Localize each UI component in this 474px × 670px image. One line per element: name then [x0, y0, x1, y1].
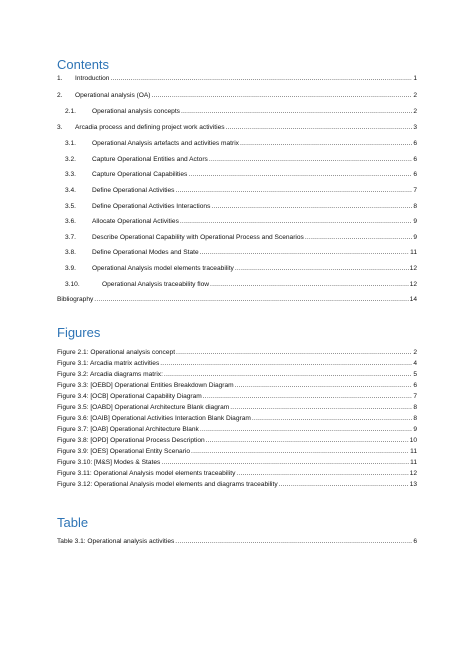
- toc-entry-page: 6: [413, 156, 417, 163]
- toc-entry-page: 6: [413, 171, 417, 178]
- toc-entry-title: Allocate Operational Activities: [92, 218, 179, 225]
- dot-leader: [235, 264, 409, 273]
- figure-entry-title: Figure 3.6: [OAIB] Operational Activities Interaction Blank Diagram: [57, 415, 251, 422]
- figure-entry-title: Figure 2.1: Operational analysis concept: [57, 349, 176, 356]
- dot-leader: [279, 480, 409, 489]
- figure-entry-title: Figure 3.7: [OAB] Operational Architecture Blank: [57, 426, 199, 433]
- dot-leader: [252, 414, 412, 423]
- toc-entry-title: Operational Analysis model elements traceability: [92, 265, 234, 272]
- toc-entry-title: Operational analysis (OA): [75, 92, 151, 99]
- toc-entry[interactable]: [65, 264, 417, 273]
- figures-heading: Figures: [57, 325, 101, 340]
- toc-entry-number: 1.: [57, 75, 63, 82]
- figure-entry-page: 11: [410, 448, 417, 455]
- figure-entry-title: Figure 3.3: [OEBD] Operational Entities Breakdown Diagram: [57, 382, 234, 389]
- dot-leader: [110, 74, 412, 83]
- dot-leader: [161, 458, 409, 467]
- toc-entry-number: 3.2.: [65, 156, 76, 163]
- toc-entry-title: Define Operational Modes and State: [92, 249, 199, 256]
- toc-entry-number: 3.4.: [65, 187, 76, 194]
- table-entry[interactable]: [57, 537, 417, 546]
- table-entry-page: 6: [413, 538, 417, 545]
- toc-entry-page: 7: [413, 187, 417, 194]
- dot-leader: [191, 447, 409, 456]
- figure-entry-title: Figure 3.4: [OCB] Operational Capability Diagram: [57, 393, 202, 400]
- figure-entry[interactable]: [57, 458, 417, 467]
- figure-entry[interactable]: [57, 370, 417, 379]
- toc-entry-title: Bibliography: [57, 296, 94, 303]
- figure-entry-page: 12: [409, 470, 417, 477]
- figure-entry[interactable]: [57, 436, 417, 445]
- toc-entry-number: 3.9.: [65, 265, 76, 272]
- figure-entry[interactable]: [57, 359, 417, 368]
- figure-entry-title: Figure 3.2: Arcadia diagrams matrix:: [57, 371, 163, 378]
- figure-entry[interactable]: [57, 447, 417, 456]
- toc-entry-title: Operational Analysis artefacts and activities matrix: [92, 140, 239, 147]
- toc-entry-title: Introduction: [75, 75, 110, 82]
- dot-leader: [176, 348, 412, 357]
- toc-entry-page: 2: [413, 92, 417, 99]
- toc-entry-number: 2.1.: [65, 108, 76, 115]
- toc-entry-number: 3.7.: [65, 234, 76, 241]
- toc-entry[interactable]: [57, 123, 417, 132]
- dot-leader: [236, 469, 408, 478]
- dot-leader: [164, 370, 412, 379]
- toc-entry[interactable]: [65, 248, 417, 257]
- toc-entry-page: 12: [409, 281, 417, 288]
- toc-entry-title: Define Operational Activities Interactions: [92, 203, 211, 210]
- figure-entry-page: 11: [410, 459, 417, 466]
- tables-heading: Table: [57, 515, 89, 530]
- dot-leader: [94, 295, 408, 304]
- figure-entry-page: 6: [413, 382, 417, 389]
- toc-entry[interactable]: [65, 233, 417, 242]
- toc-entry-title: Arcadia process and defining project work activities: [75, 124, 225, 131]
- toc-entry-number: 3.10.: [65, 281, 80, 288]
- figure-entry-page: 10: [409, 437, 417, 444]
- dot-leader: [180, 217, 412, 226]
- toc-entry-page: 8: [413, 203, 417, 210]
- toc-entry-number: 2.: [57, 92, 63, 99]
- figure-entry[interactable]: [57, 425, 417, 434]
- toc-entry-title: Define Operational Activities: [92, 187, 175, 194]
- toc-entry[interactable]: [57, 91, 417, 100]
- dot-leader: [210, 280, 409, 289]
- toc-entry-number: 3.8.: [65, 249, 76, 256]
- contents-heading: Contents: [57, 57, 110, 72]
- dot-leader: [181, 107, 412, 116]
- dot-leader: [200, 425, 412, 434]
- dot-leader: [175, 537, 412, 546]
- figure-entry-title: Figure 3.8: [OPD] Operational Process Description: [57, 437, 205, 444]
- toc-entry[interactable]: [65, 139, 417, 148]
- toc-entry-page: 1: [413, 75, 417, 82]
- toc-entry[interactable]: [57, 74, 417, 83]
- figure-entry[interactable]: [57, 348, 417, 357]
- figure-entry-title: Figure 3.12: Operational Analysis model elements and diagrams traceability: [57, 481, 278, 488]
- toc-entry[interactable]: [57, 295, 417, 304]
- toc-entry[interactable]: [65, 170, 417, 179]
- toc-entry-page: 9: [413, 218, 417, 225]
- toc-entry[interactable]: [65, 280, 417, 289]
- dot-leader: [200, 248, 409, 257]
- toc-entry[interactable]: [65, 217, 417, 226]
- figure-entry[interactable]: [57, 414, 417, 423]
- dot-leader: [175, 186, 412, 195]
- toc-entry-number: 3.1.: [65, 140, 76, 147]
- dot-leader: [230, 403, 412, 412]
- toc-entry[interactable]: [65, 155, 417, 164]
- figure-entry-page: 9: [413, 426, 417, 433]
- dot-leader: [160, 359, 412, 368]
- dot-leader: [209, 155, 413, 164]
- figure-entry[interactable]: [57, 403, 417, 412]
- toc-entry-title: Capture Operational Entities and Actors: [92, 156, 208, 163]
- toc-entry-page: 2: [413, 108, 417, 115]
- toc-entry-page: 9: [413, 234, 417, 241]
- figure-entry-page: 8: [413, 415, 417, 422]
- toc-entry-title: Describe Operational Capability with Operational Process and Scenarios: [92, 234, 304, 241]
- figure-entry-title: Figure 3.10: [M&S] Modes & States: [57, 459, 161, 466]
- toc-entry-title: Operational Analysis traceability flow: [102, 281, 210, 288]
- figure-entry-page: 8: [413, 404, 417, 411]
- toc-entry-title: Operational analysis concepts: [92, 108, 180, 115]
- figure-entry-page: 13: [409, 481, 417, 488]
- figure-entry-title: Figure 3.9: [OES] Operational Entity Scenario: [57, 448, 191, 455]
- toc-entry-page: 11: [410, 249, 417, 256]
- toc-entry[interactable]: [65, 107, 417, 116]
- figure-entry[interactable]: [57, 381, 417, 390]
- dot-leader: [211, 202, 412, 211]
- figure-entry-title: Figure 3.1: Arcadia matrix activities: [57, 360, 160, 367]
- figure-entry-page: 7: [413, 393, 417, 400]
- toc-entry-page: 14: [409, 296, 417, 303]
- dot-leader: [305, 233, 412, 242]
- table-entry-title: Table 3.1: Operational analysis activities: [57, 538, 175, 545]
- dot-leader: [152, 91, 413, 100]
- dot-leader: [203, 392, 413, 401]
- toc-entry-page: 12: [409, 265, 417, 272]
- figure-entry-title: Figure 3.11: Operational Analysis model elements traceability: [57, 470, 236, 477]
- dot-leader: [226, 123, 413, 132]
- toc-entry-page: 3: [413, 124, 417, 131]
- figure-entry-title: Figure 3.5: [OABD] Operational Architecture Blank diagram: [57, 404, 230, 411]
- toc-entry[interactable]: [65, 202, 417, 211]
- figure-entry-page: 5: [413, 371, 417, 378]
- figure-entry[interactable]: [57, 480, 417, 489]
- figure-entry[interactable]: [57, 392, 417, 401]
- figure-entry[interactable]: [57, 469, 417, 478]
- toc-entry[interactable]: [65, 186, 417, 195]
- dot-leader: [235, 381, 413, 390]
- figure-entry-page: 4: [413, 360, 417, 367]
- figure-entry-page: 2: [413, 349, 417, 356]
- toc-entry-number: 3.6.: [65, 218, 76, 225]
- toc-entry-title: Capture Operational Capabilities: [92, 171, 188, 178]
- toc-entry-number: 3.3.: [65, 171, 76, 178]
- toc-entry-number: 3.: [57, 124, 63, 131]
- toc-entry-page: 6: [413, 140, 417, 147]
- dot-leader: [206, 436, 409, 445]
- toc-entry-number: 3.5.: [65, 203, 76, 210]
- dot-leader: [188, 170, 412, 179]
- dot-leader: [240, 139, 412, 148]
